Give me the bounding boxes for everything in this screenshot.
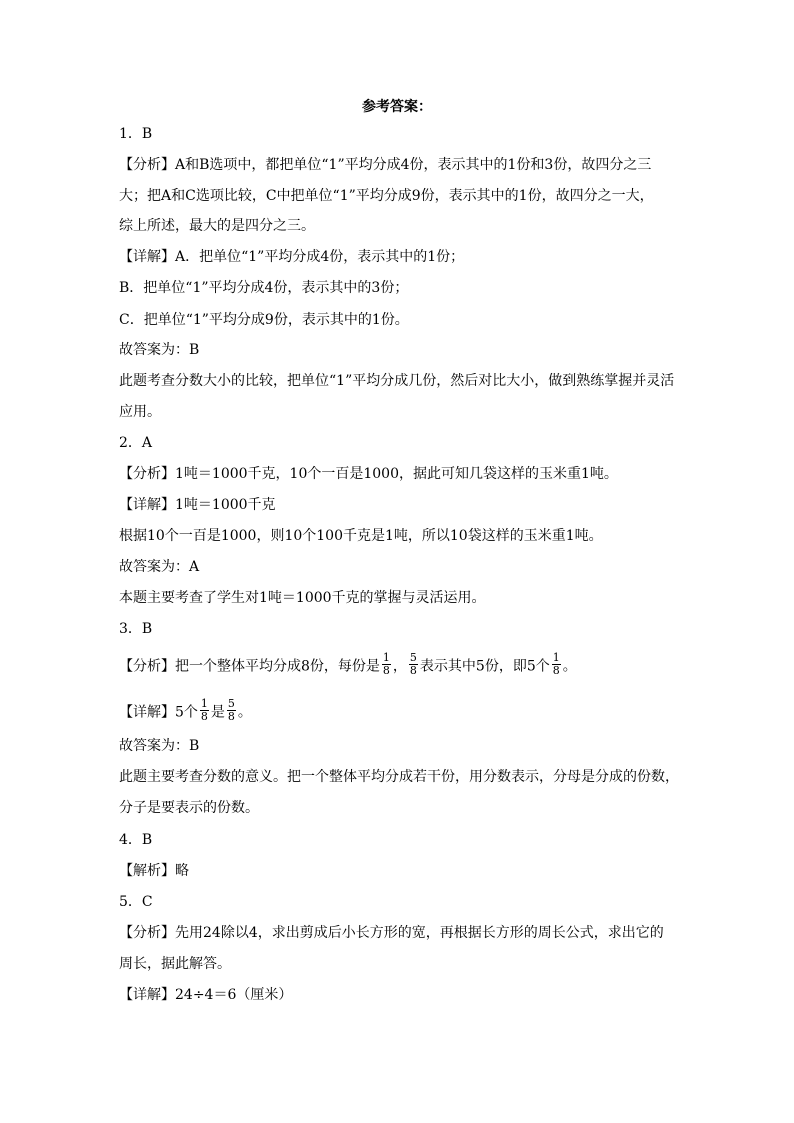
fraction-five-eighths: $\frac{5}{8}$ [227, 697, 235, 723]
q5-number: 5．C [119, 894, 153, 910]
q1-detail-c: C．把单位“1”平均分成9份，表示其中的1份。 [119, 312, 409, 328]
q1-analysis-line2: 大；把A和C选项比较，C中把单位“1”平均分成9份，表示其中的1份，故四分之一大， [119, 188, 654, 204]
q2-number: 2．A [119, 435, 153, 451]
q5-analysis-line2: 周长，据此解答。 [119, 956, 231, 972]
q3-analysis [119, 651, 679, 679]
q1-summary-line1: 此题考查分数大小的比较，把单位“1”平均分成几份，然后对比大小，做到熟练掌握并灵活 [119, 373, 675, 389]
q5-analysis-line1: 【分析】先用24除以4，求出剪成后小长方形的宽，再根据长方形的周长公式，求出它的 [119, 925, 664, 941]
q3-detail [119, 697, 679, 725]
q1-detail-b: B．把单位“1”平均分成4份，表示其中的3份； [119, 280, 409, 296]
page-title: 参考答案： [362, 99, 432, 115]
q1-number: 1．B [119, 126, 153, 142]
q3-analysis-end: 。 [562, 658, 577, 675]
q1-answer: 故答案为：B [119, 342, 200, 358]
q4-number: 4．B [119, 832, 153, 848]
q3-summary-line2: 分子是要表示的份数。 [119, 800, 259, 816]
q2-answer: 故答案为：A [119, 559, 200, 575]
fraction-five-eighths: $\frac{5}{8}$ [409, 651, 417, 677]
fraction-one-eighth: $\frac{1}{8}$ [382, 651, 390, 677]
q1-analysis-line3: 综上所述，最大的是四分之三。 [119, 218, 315, 234]
q3-detail-end: 。 [237, 704, 252, 721]
q3-answer: 故答案为：B [119, 738, 200, 754]
q4-explanation: 【解析】略 [119, 863, 189, 879]
q3-number: 3．B [119, 621, 153, 637]
fraction-one-eighth: $\frac{1}{8}$ [200, 697, 208, 723]
q1-analysis-line1: 【分析】A和B选项中，都把单位“1”平均分成4份，表示其中的1份和3份，故四分之三 [119, 157, 652, 173]
fraction-one-eighth: $\frac{1}{8}$ [552, 651, 560, 677]
q3-analysis-sep: ， [392, 658, 407, 675]
q2-analysis: 【分析】1吨＝1000千克，10个一百是1000，据此可知几袋这样的玉米重1吨。 [119, 466, 618, 482]
q3-detail-text1: 【详解】5个 [119, 704, 198, 721]
q3-summary-line1: 此题主要考查分数的意义。把一个整体平均分成若干份，用分数表示，分母是分成的份数， [119, 769, 679, 785]
q2-detail-line2: 根据10个一百是1000，则10个100千克是1吨，所以10袋这样的玉米重1吨。 [119, 528, 603, 544]
q2-detail: 【详解】1吨＝1000千克 [119, 497, 276, 513]
q3-analysis-text2: 表示其中5份，即5个 [419, 658, 550, 675]
q1-detail-a: 【详解】A．把单位“1”平均分成4份，表示其中的1份； [119, 249, 465, 265]
q3-detail-text2: 是 [210, 704, 225, 721]
q5-detail: 【详解】24÷4＝6（厘米） [119, 987, 293, 1003]
q1-summary-line2: 应用。 [119, 404, 161, 420]
q2-summary: 本题主要考查了学生对1吨＝1000千克的掌握与灵活运用。 [119, 590, 486, 606]
q3-analysis-text1: 【分析】把一个整体平均分成8份，每份是 [119, 658, 380, 675]
